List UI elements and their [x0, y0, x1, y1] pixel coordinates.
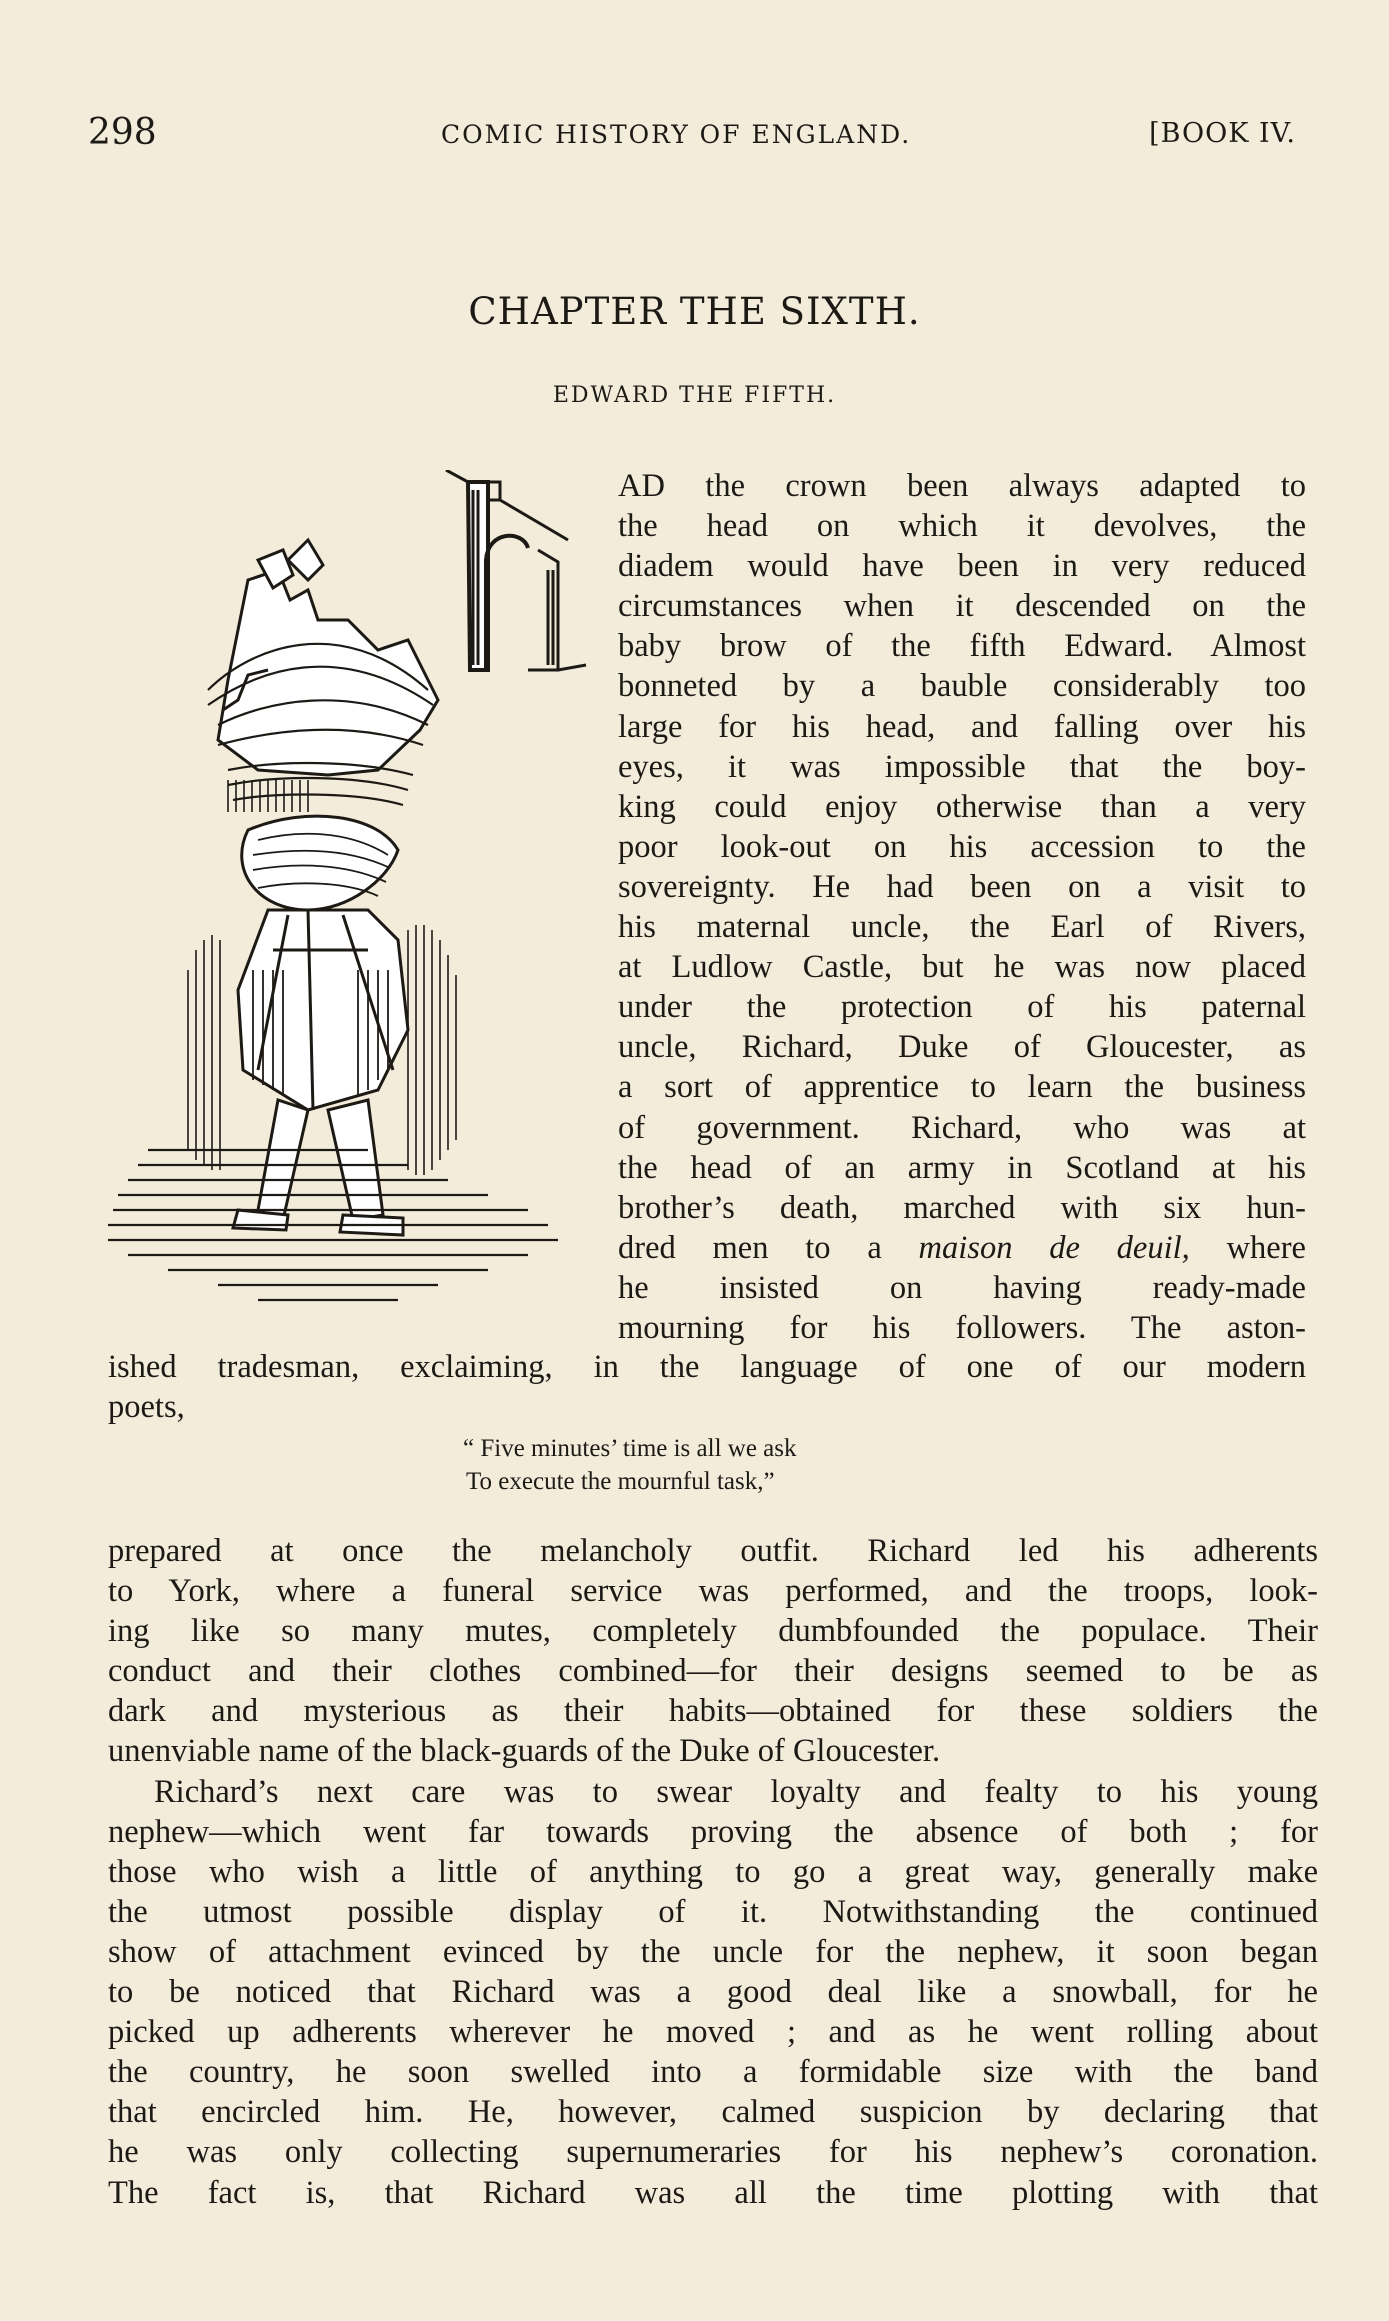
text-line-with-italic [618, 1228, 1306, 1268]
text-line: brother’s death, marched with six hun- [618, 1189, 1306, 1226]
italic-phrase: maison de deuil, [918, 1229, 1190, 1266]
text-line: that encircled him. He, however, calmed suspicion by declaring that [108, 2094, 1318, 2131]
text-line: sovereignty. He had been on a visit to [618, 868, 1306, 905]
text-line: prepared at once the melancholy outfit. Richard led his adherents [108, 1533, 1318, 1569]
paragraph-1-full-width [108, 1347, 1306, 1427]
text-line: dark and mysterious as their habits—obtained for these soldiers the [108, 1693, 1318, 1730]
text-line: nephew—which went far towards proving the absence of both ; for [108, 1813, 1318, 1850]
book-label: [BOOK IV. [1149, 118, 1296, 149]
initial-h-boy-king-engraving [108, 470, 598, 1320]
text-line: poets, [108, 1389, 185, 1426]
text-line: ished tradesman, exclaiming, in the language of one of our modern [108, 1349, 1306, 1385]
text-line: diadem would have been in very reduced [618, 548, 1306, 585]
text-line: eyes, it was impossible that the boy- [618, 748, 1306, 785]
text-line: the utmost possible display of it. Notwithstanding the continued [108, 1893, 1318, 1930]
text-line: large for his head, and falling over his [618, 708, 1306, 745]
body-text [108, 1531, 1318, 2213]
chapter-subtitle: EDWARD THE FIFTH. [552, 383, 837, 408]
text-line: circumstances when it descended on the [618, 588, 1306, 625]
quote-line: To execute the mournful task,” [466, 1468, 775, 1495]
text-line: picked up adherents wherever he moved ; and as he went rolling about [108, 2014, 1318, 2051]
running-head [88, 112, 1308, 162]
text-line: the country, he soon swelled into a formidable size with the band [108, 2054, 1318, 2091]
text-fragment: dred men to a [618, 1229, 919, 1266]
text-line: the head of an army in Scotland at his [618, 1149, 1306, 1186]
text-line: at Ludlow Castle, but he was now placed [618, 949, 1306, 986]
text-line: he insisted on having ready-made [618, 1269, 1306, 1306]
text-line: uncle, Richard, Duke of Gloucester, as [618, 1029, 1306, 1066]
text-line: ing like so many mutes, completely dumbfounded the populace. Their [108, 1613, 1318, 1650]
text-line: he was only collecting supernumeraries for his nephew’s coronation. [108, 2134, 1318, 2171]
verse-quotation [463, 1432, 983, 1498]
text-line: of government. Richard, who was at [618, 1109, 1306, 1146]
text-line: AD the crown been always adapted to [618, 468, 1306, 504]
text-line: king could enjoy otherwise than a very [618, 788, 1306, 825]
quote-line: “ Five minutes’ time is all we ask [463, 1435, 797, 1462]
text-line: poor look-out on his accession to the [618, 828, 1306, 865]
text-line: The fact is, that Richard was all the time plotting with that [108, 2174, 1318, 2211]
text-line: unenviable name of the black-guards of the Duke of Gloucester. [108, 1733, 941, 1770]
text-line: those who wish a little of anything to go a great way, generally make [108, 1853, 1318, 1890]
text-line: conduct and their clothes combined—for their designs seemed to be as [108, 1653, 1318, 1690]
text-line: his maternal uncle, the Earl of Rivers, [618, 909, 1306, 946]
text-line: a sort of apprentice to learn the business [618, 1069, 1306, 1106]
text-line: to York, where a funeral service was performed, and the troops, look- [108, 1573, 1318, 1610]
text-line: baby brow of the fifth Edward. Almost [618, 628, 1306, 665]
chapter-title: CHAPTER THE SIXTH. [468, 290, 921, 333]
text-line: the head on which it devolves, the [618, 508, 1306, 545]
text-line: show of attachment evinced by the uncle for the nephew, it soon began [108, 1933, 1318, 1970]
text-fragment: where [1189, 1229, 1306, 1266]
paragraph-1-column [618, 466, 1306, 1348]
text-line: bonneted by a bauble considerably too [618, 668, 1306, 705]
running-title: COMIC HISTORY OF ENGLAND. [441, 120, 912, 149]
text-line: mourning for his followers. The aston- [618, 1309, 1306, 1346]
text-line: to be noticed that Richard was a good deal like a snowball, for he [108, 1974, 1318, 2011]
text-line: under the protection of his paternal [618, 989, 1306, 1026]
text-line: Richard’s next care was to swear loyalty and fealty to his young [154, 1773, 1318, 1810]
page-number: 298 [88, 112, 157, 153]
